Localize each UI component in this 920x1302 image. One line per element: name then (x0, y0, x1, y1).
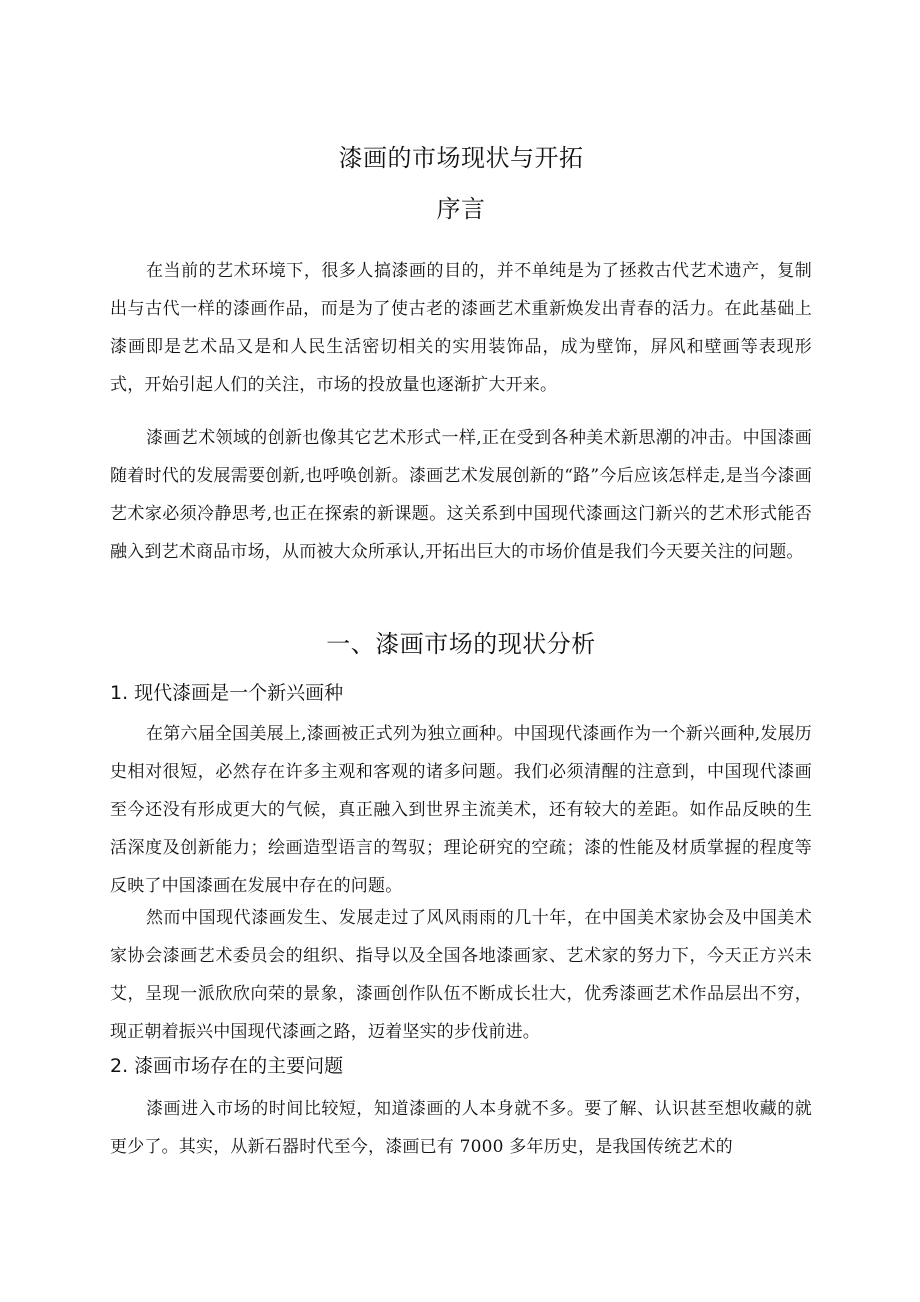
section-1-heading: 一、漆画市场的现状分析 (326, 630, 596, 658)
subsection-1-paragraph-1: 在第六届全国美展上,漆画被正式列为独立画种。中国现代漆画作为一个新兴画种,发展历史相对很短，必然存在许多主观和客观的诸多问题。我们必须清醒的注意到，中国现代漆画至今还没有形成更大的气候，真正融入到世界主流美术，还有较大的差距。如作品反映的生活深度及创新能力；绘画造型语言的驾驭；理论研究的空疏；漆的性能及材质掌握的程度等反映了中国漆画在发展中存在的问题。 (110, 724, 812, 896)
preface-paragraph-2: 漆画艺术领域的创新也像其它艺术形式一样,正在受到各种美术新思潮的冲击。中国漆画随着时代的发展需要创新,也呼唤创新。漆画艺术发展创新的“路”今后应该怎样走,是当今漆画艺术家必须冷静思考,也正在探索的新课题。这关系到中国现代漆画这门新兴的艺术形式能否融入到艺术商品市场，从而被大众所承认,开拓出巨大的市场价值是我们今天要关注的问题。 (110, 428, 812, 562)
subsection-2-heading: 2. 漆画市场存在的主要问题 (110, 1055, 344, 1077)
subsection-1-heading: 1. 现代漆画是一个新兴画种 (110, 682, 344, 704)
subsection-1-paragraph-2: 然而中国现代漆画发生、发展走过了风风雨雨的几十年，在中国美术家协会及中国美术家协会漆画艺术委员会的组织、指导以及全国各地漆画家、艺术家的努力下，今天正方兴未艾，呈现一派欣欣向荣的景象，漆画创作队伍不断成长壮大，优秀漆画艺术作品层出不穷，现正朝着振兴中国现代漆画之路，迈着坚实的步伐前进。 (110, 908, 812, 1042)
preface-paragraph-1: 在当前的艺术环境下，很多人搞漆画的目的，并不单纯是为了拯救古代艺术遗产，复制出与古代一样的漆画作品，而是为了使古老的漆画艺术重新焕发出青春的活力。在此基础上漆画即是艺术品又是和人民生活密切相关的实用装饰品，成为壁饰，屏风和壁画等表现形式，开始引起人们的关注，市场的投放量也逐渐扩大开来。 (110, 261, 812, 395)
subsection-2-paragraph-1: 漆画进入市场的时间比较短，知道漆画的人本身就不多。要了解、认识甚至想收藏的就更少了。其实，从新石器时代至今，漆画已有 7000 多年历史，是我国传统艺术的 (110, 1099, 812, 1157)
document-title: 漆画的市场现状与开拓 (338, 144, 584, 172)
preface-heading: 序言 (436, 195, 486, 223)
